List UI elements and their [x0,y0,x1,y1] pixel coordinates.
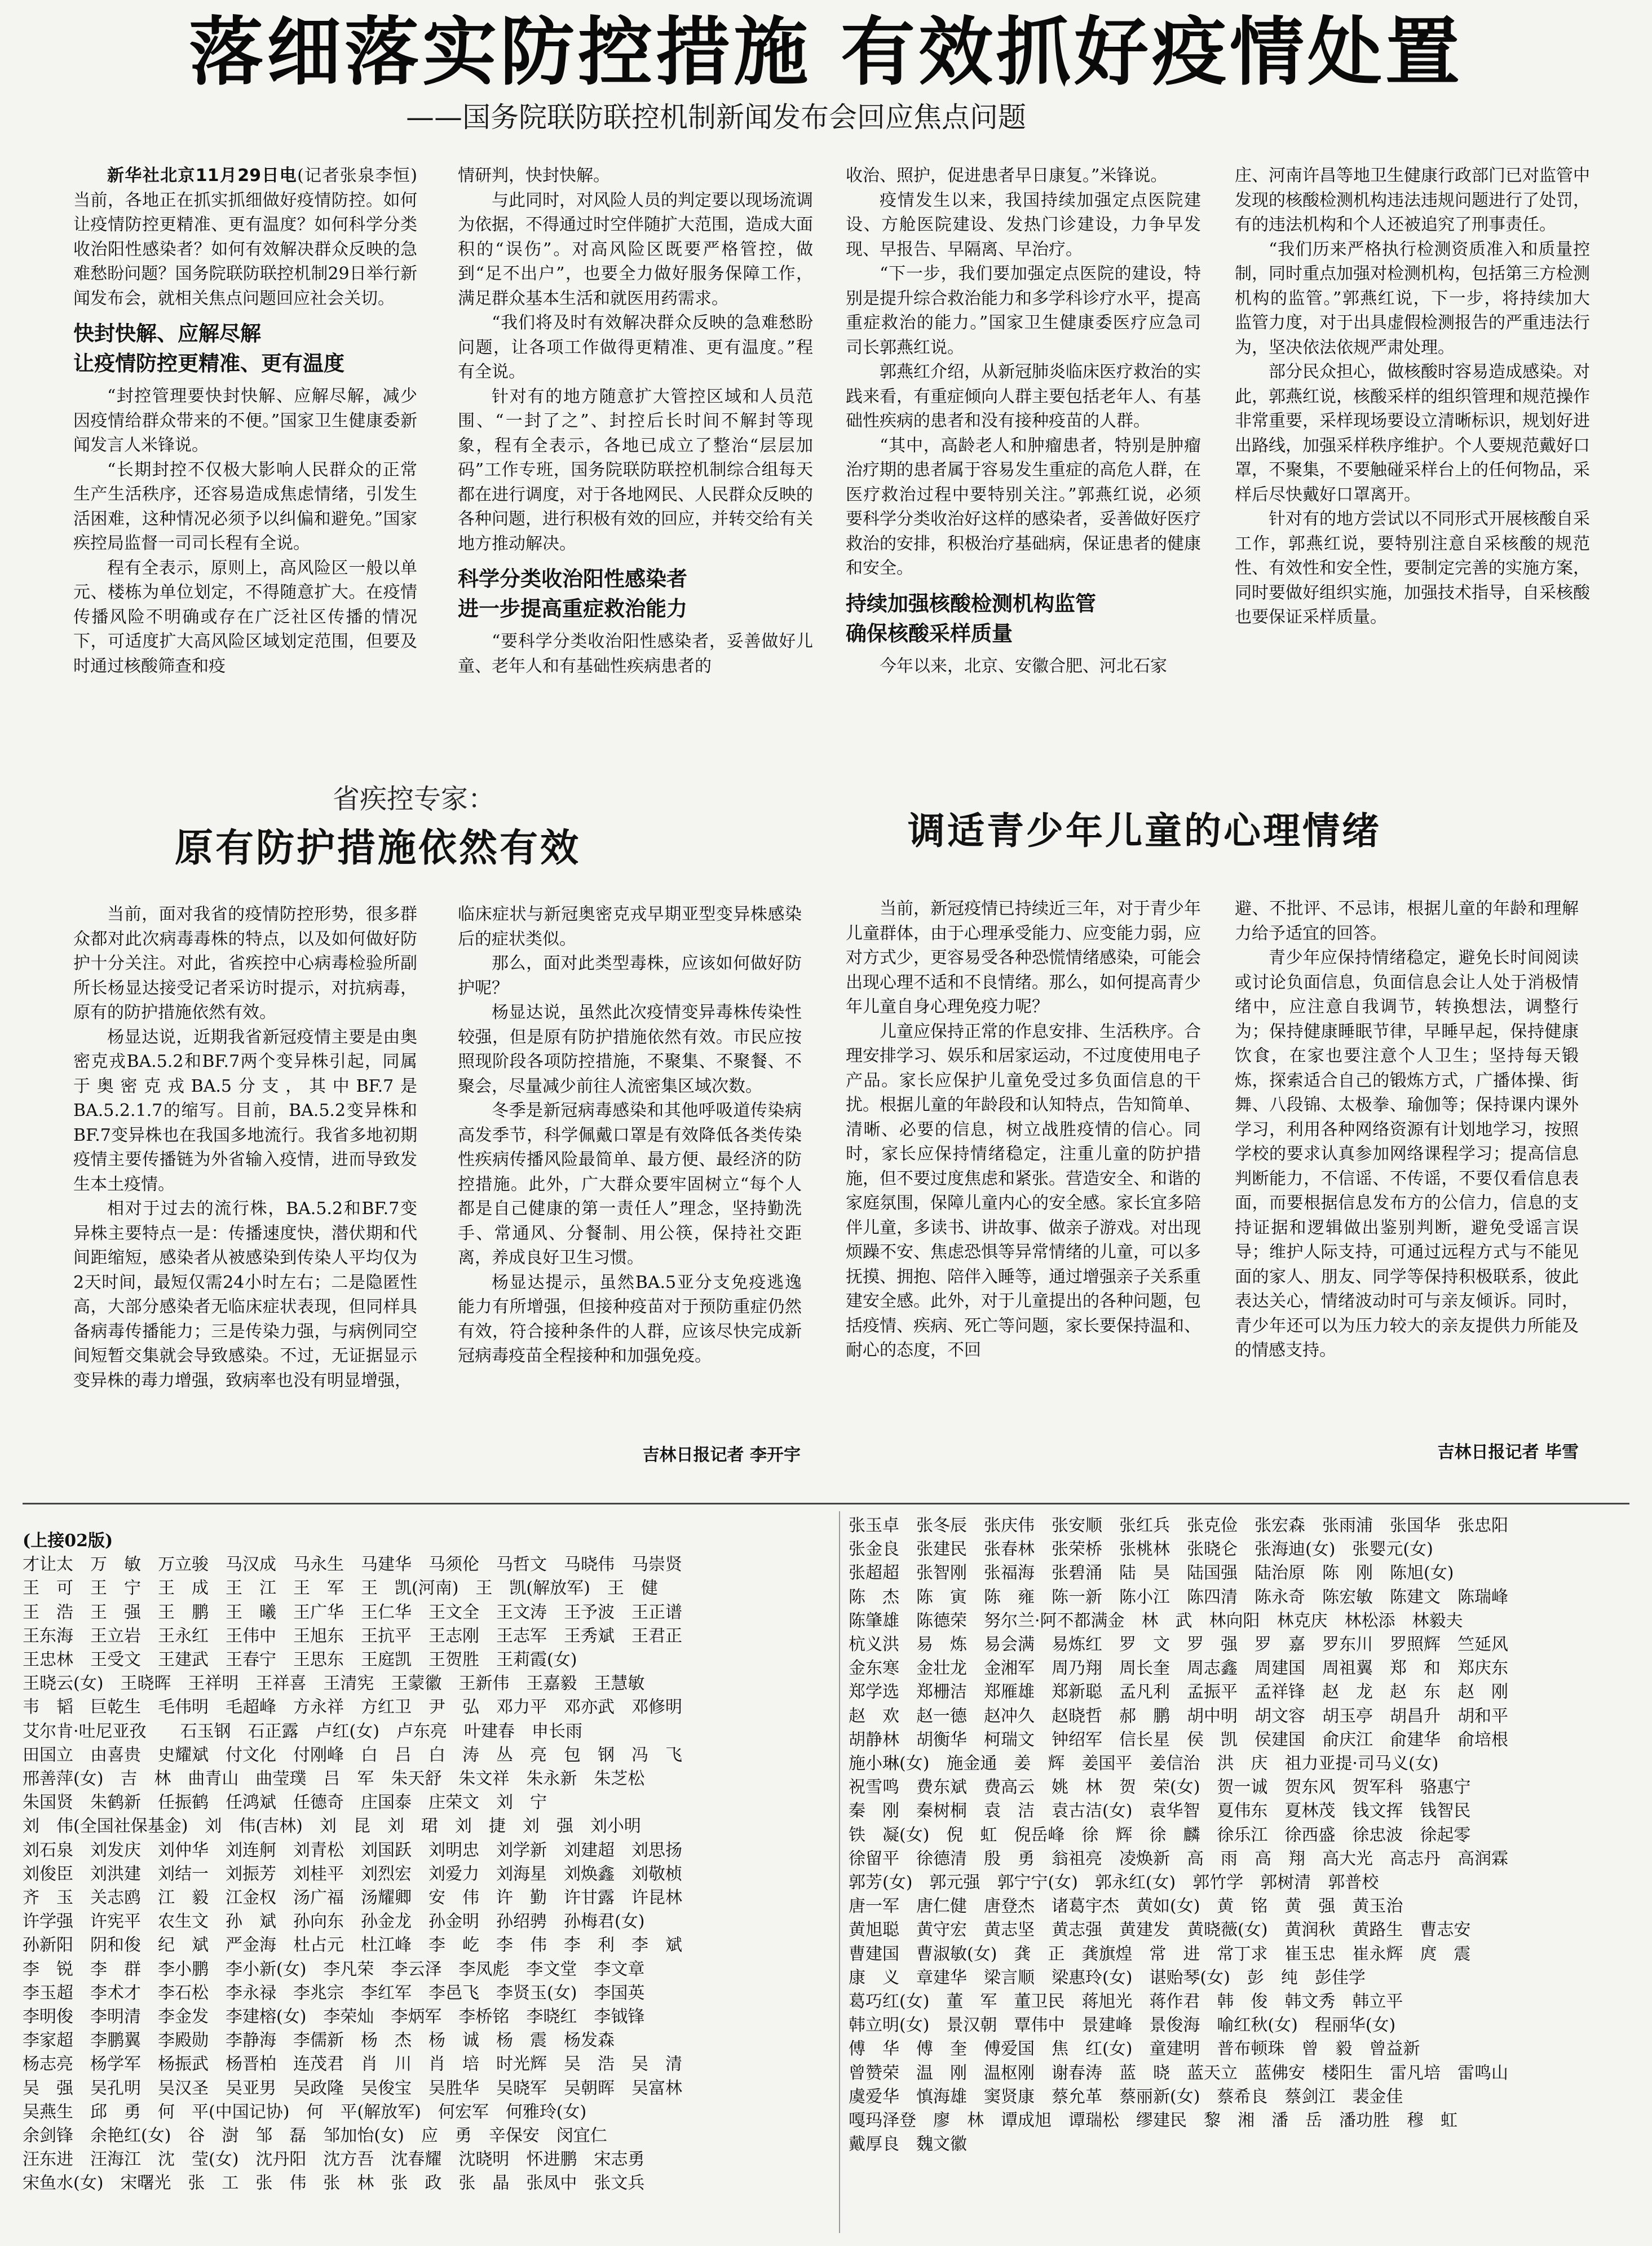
paragraph: “要科学分类收治阳性感染者，妥善做好儿童、老年人和有基础性疾病患者的 [458,632,813,676]
article3-credit: 吉林日报记者 毕雪 [1437,1442,1579,1462]
paragraph: 相对于过去的流行株，BA.5.2和BF.7变异株主要特点一是：传播速度快，潜伏期和代间距缩短，感染者从被感染到传染人平均仅为2天时间，最短仅需24小时左右；二是隐匿性高，大部分感染者无临床症状表现，但同样具备病毒传播能力；三是传染力强，与病例同空间短暂交集就会导致感染。不过，无证据显示变异株的毒力增强，致病率也没有明显增强， [73,1199,417,1391]
name-row: 郭芳(女) 郭元强 郭宁宁(女) 郭永红(女) 郭竹学 郭树清 郭普校 [849,1873,1379,1893]
name-row: 唐一军 唐仁健 唐登杰 诸葛宇杰 黄如(女) 黄 铭 黄 强 黄玉治 [849,1896,1403,1917]
paragraph: “我们历来严格执行检测资质准入和质量控制，同时重点加强对检测机构，包括第三方检测机构的监管。”郭燕红说，下一步，将持续加大监管力度，对于出具虚假检测报告的严重违法行为，坚决依法依规严肃处理。 [1235,239,1590,358]
column-divider [839,1511,840,2233]
name-row: 邢善萍(女) 吉 林 曲青山 曲莹璞 吕 军 朱天舒 朱文祥 朱永新 朱芝松 [23,1769,645,1789]
name-row: 李玉超 李术才 李石松 李永禄 李兆宗 李红军 李邑飞 李贤玉(女) 李国英 [23,1983,645,2003]
paragraph: 那么，面对此类型毒株，应该如何做好防护呢？ [458,954,802,998]
paragraph: 今年以来，北京、安徽合肥、河北石家 [880,656,1167,676]
name-row: 王 可 王 宁 王 成 王 江 王 军 王 凯(河南) 王 凯(解放军) 王 健 [23,1578,658,1599]
name-row: 郑学选 郑栅洁 郑雁雄 郑新聪 孟凡利 孟振平 孟祥锋 赵 龙 赵 东 赵 刚 [849,1682,1508,1702]
article3-title: 调适青少年儿童的心理情绪 [908,809,1381,853]
name-row: 曾赞荣 温 刚 温枢刚 谢春涛 蓝 晓 蓝天立 蓝佛安 楼阳生 雷凡培 雷鸣山 [849,2063,1508,2083]
main-headline: 落细落实防控措施 有效抓好疫情处置 [189,9,1463,96]
reporter-credit: (记者张泉李恒) [297,166,417,186]
article1-column-3 [846,164,1201,742]
name-row: 韩立明(女) 景汉朝 覃伟中 景建峰 景俊海 喻红秋(女) 程丽华(女) [849,2015,1396,2036]
name-row: 嘎玛泽登 廖 林 谭成旭 谭瑞松 缪建民 黎 湘 潘 岳 潘功胜 穆 虹 [849,2111,1457,2131]
article3-column-1 [846,897,1201,1466]
name-row: 张玉卓 张冬辰 张庆伟 张安顺 张红兵 张克俭 张宏森 张雨浦 张国华 张忠阳 [849,1516,1508,1535]
section-heading-1 [73,319,417,378]
heading-line: 进一步提高重症救治能力 [458,597,687,621]
dateline: 新华社北京11月29日电 [107,166,298,186]
paragraph: 临床症状与新冠奥密克戎早期亚型变异株感染后的症状类似。 [458,904,802,949]
name-row: 葛巧红(女) 董 军 董卫民 蒋旭光 蒋作君 韩 俊 韩文秀 韩立平 [849,1992,1403,2012]
name-row: 金东寒 金壮龙 金湘军 周乃翔 周长奎 周志鑫 周建国 周祖翼 郑 和 郑庆东 [849,1658,1508,1679]
name-row: 刘石泉 刘发庆 刘仲华 刘连舸 刘青松 刘国跃 刘明忠 刘学新 刘建超 刘思扬 [23,1840,682,1860]
name-row: 刘 伟(全国社保基金) 刘 伟(吉林) 刘 昆 刘 珺 刘 捷 刘 强 刘小明 [23,1816,641,1837]
section-divider [23,1503,1629,1504]
name-row: 吴 强 吴孔明 吴汉圣 吴亚男 吴政隆 吴俊宝 吴胜华 吴晓军 吴朝晖 吴富林 [23,2078,682,2098]
name-row: 王晓云(女) 王晓晖 王祥明 王祥喜 王清宪 王蒙徽 王新伟 王嘉毅 王慧敏 [23,1674,645,1694]
paragraph: 郭燕红介绍，从新冠肺炎临床医疗救治的实践来看，有重症倾向人群主要包括老年人、有基础性疾病的患者和没有接种疫苗的人群。 [846,362,1201,431]
name-row: 虞爱华 慎海雄 窦贤康 蔡允革 蔡丽新(女) 蔡希良 蔡剑江 裴金佳 [849,2086,1403,2107]
name-row: 王 浩 王 强 王 鹏 王 曦 王广华 王仁华 王文全 王文涛 王予波 王正谱 [23,1602,682,1622]
name-row: 许学强 许宪平 农生文 孙 斌 孙向东 孙金龙 孙金明 孙绍骋 孙梅君(女) [23,1912,645,1932]
article3-column-2 [1235,897,1579,1438]
article1-column-1 [73,164,417,742]
paragraph: 避、不批评、不忌讳，根据儿童的年龄和理解力给予适宜的回答。 [1235,899,1579,943]
paragraph: 收治、照护，促进患者早日康复。”米锋说。 [846,166,1168,186]
paragraph: 针对有的地方随意扩大管控区域和人员范围、“一封了之”、封控后长时间不解封等现象，程有全表示，各地已成立了整治“层层加码”工作专班，国务院联防联控机制综合组每天都在进行调度，对于各地网民、人民群众反映的各种问题，进行积极有效的回应，并转交给有关地方推动解决。 [458,386,813,554]
heading-line: 让疫情防控更精准、更有温度 [73,351,344,376]
paragraph: 疫情发生以来，我国持续加强定点医院建设、方舱医院建设、发热门诊建设，力争早发现、早报告、早隔离、早治疗。 [846,190,1201,259]
subheadline: ——国务院联防联控机制新闻发布会回应焦点问题 [406,101,1026,134]
name-row: 韦 韬 巨乾生 毛伟明 毛超峰 方永祥 方红卫 尹 弘 邓力平 邓亦武 邓修明 [23,1697,682,1718]
name-row: 张超超 张智刚 张福海 张碧涌 陆 昊 陆国强 陆治原 陈 刚 陈旭(女) [849,1563,1454,1583]
namelist-left [23,1529,823,2196]
name-row: 戴厚良 魏文徽 [849,2134,967,2155]
name-row: 施小琳(女) 施金通 姜 辉 姜国平 姜信治 洪 庆 祖力亚提·司马义(女) [849,1754,1439,1774]
name-row: 铁 凝(女) 倪 虹 倪岳峰 徐 辉 徐 麟 徐乐江 徐西盛 徐忠波 徐起零 [849,1825,1471,1845]
name-row: 田国立 由喜贵 史耀斌 付文化 付刚峰 白 吕 白 涛 丛 亮 包 钢 冯 飞 [23,1745,682,1765]
name-row: 张金良 张建民 张春林 张荣桥 张桃林 张晓仑 张海迪(女) 张婴元(女) [849,1539,1433,1560]
name-row: 齐 玉 关志鸥 江 毅 江金权 汤广福 汤耀卿 安 伟 许 勤 许甘露 许昆林 [23,1888,682,1908]
name-row: 汪东进 汪海江 沈 莹(女) 沈丹阳 沈方吾 沈春耀 沈晓明 怀进鹏 宋志勇 [23,2150,645,2170]
paragraph: “其中，高龄老人和肿瘤患者，特别是肿瘤治疗期的患者属于容易发生重症的高危人群，在医疗救治过程中要特别关注。”郭燕红说，必须要科学分类收治好这样的感染者，妥善做好医疗救治的安排，积极治疗基础病，保证患者的健康和安全。 [846,435,1201,578]
heading-line: 确保核酸采样质量 [846,621,1013,646]
article2-credit: 吉林日报记者 李开宇 [642,1445,801,1465]
paragraph: “封控管理要快封快解、应解尽解，减少因疫情给群众带来的不便。”国家卫生健康委新闻发言人米锋说。 [73,386,417,455]
name-row: 祝雪鸣 费东斌 费高云 姚 林 贺 荣(女) 贺一诚 贺东风 贺军科 骆惠宁 [849,1777,1471,1798]
article1-lead [73,164,417,311]
paragraph: “长期封控不仅极大影响人民群众的正常生产生活秩序，还容易造成焦虑情绪，引发生活困难，这种情况必须予以纠偏和避免。”国家疾控局监督一司司长程有全说。 [73,460,417,553]
heading-line: 快封快解、应解尽解 [73,321,261,346]
paragraph: 杨显达说，虽然此次疫情变异毒株传染性较强，但是原有防护措施依然有效。市民应按照现阶段各项防控措施，不聚集、不聚餐、不聚会，尽量减少前往人流密集区域次数。 [458,1003,802,1096]
paragraph: 情研判，快封快解。 [458,166,610,186]
namelist-label: (上接02版) [23,1531,113,1551]
name-row: 余剑锋 余艳红(女) 谷 澍 邹 磊 邹加怡(女) 应 勇 辛保安 闵宜仁 [23,2126,607,2146]
name-row: 孙新阳 阴和俊 纪 斌 严金海 杜占元 杜江峰 李 屹 李 伟 李 利 李 斌 [23,1935,682,1956]
name-row: 秦 刚 秦树桐 袁 洁 袁古洁(女) 袁华智 夏伟东 夏林茂 钱文挥 钱智民 [849,1801,1471,1821]
name-row: 傅 华 傅 奎 傅爱国 焦 红(女) 童建明 普布顿珠 曾 毅 曾益新 [849,2039,1420,2059]
heading-line: 科学分类收治阳性感染者 [458,567,687,591]
name-row: 王东海 王立岩 王永红 王伟中 王旭东 王抗平 王志刚 王志军 王秀斌 王君正 [23,1626,682,1646]
paragraph: “下一步，我们要加强定点医院的建设，特别是提升综合救治能力和多学科诊疗水平，提高重症救治的能力。”国家卫生健康委医疗应急司司长郭燕红说。 [846,264,1201,358]
article1-column-4 [1235,164,1590,742]
paragraph: “我们将及时有效解决群众反映的急难愁盼问题，让各项工作做得更精准、更有温度。”程有全说。 [458,313,813,382]
name-row: 杭义洪 易 炼 易会满 易炼红 罗 文 罗 强 罗 嘉 罗东川 罗照辉 竺延风 [849,1635,1508,1655]
paragraph: 程有全表示，原则上，高风险区一般以单元、楼栋为单位划定，不得随意扩大。在疫情传播风险不明确或存在广泛社区传播的情况下，可适度扩大高风险区域划定范围，但要及时通过核酸筛查和疫 [73,558,417,676]
name-row: 李家超 李鹏翼 李殿勋 李静海 李儒新 杨 杰 杨 诚 杨 震 杨发森 [23,2031,615,2051]
paragraph: 青少年应保持情绪稳定，避免长时间阅读或讨论负面信息，负面信息会让人处于消极情绪中，应注意自我调节，转换想法，调整行为；保持健康睡眠节律，早睡早起，保持健康饮食，在家也要注意个人卫生；坚持每天锻炼，探索适合自己的锻炼方式，广播体操、街舞、八段锦、太极拳、瑜伽等；保持课内课外学习，利用各种网络资源有计划地学习，按照学校的要求认真参加网络课程学习；提高信息判断能力，不信谣、不传谣，不要仅看信息表面，而要根据信息发布方的公信力，信息的支持证据和逻辑做出鉴别判断，避免受谣言误导；维护人际支持，可通过远程方式与不能见面的家人、朋友、同学等保持积极联系，彼此表达关心，情绪波动时可与亲友倾诉。同时，青少年还可以为压力较大的亲友提供力所能及的情感支持。 [1235,948,1579,1360]
name-row: 才让太 万 敏 万立骏 马汉成 马永生 马建华 马须伦 马哲文 马晓伟 马崇贤 [23,1555,682,1575]
paragraph: 部分民众担心，做核酸时容易造成感染。对此，郭燕红说，核酸采样的组织管理和规范操作非常重要，采样现场要设立清晰标识，规划好进出路线，加强采样秩序维护。个人要规范戴好口罩，不聚集，不要触碰采样台上的任何物品，采样后尽快戴好口罩离开。 [1235,362,1590,505]
name-row: 赵 欢 赵一德 赵冲久 赵晓哲 郝 鹏 胡中明 胡文容 胡玉亭 胡昌升 胡和平 [849,1706,1508,1726]
name-row: 宋鱼水(女) 宋曙光 张 工 张 伟 张 林 张 政 张 晶 张凤中 张文兵 [23,2173,645,2194]
name-row: 康 义 章建华 梁言顺 梁惠玲(女) 谌贻琴(女) 彭 纯 彭佳学 [849,1967,1366,1988]
article2-column-1 [73,902,417,1466]
name-row: 李明俊 李明清 李金发 李建榕(女) 李荣灿 李炳军 李桥铭 李晓红 李钺锋 [23,2007,645,2027]
name-row: 黄旭聪 黄守宏 黄志坚 黄志强 黄建发 黄晓薇(女) 黄润秋 黄路生 曹志安 [849,1920,1471,1940]
section-heading-3 [846,589,1201,648]
name-row: 朱国贤 朱鹤新 任振鹤 任鸿斌 任德奇 庄国泰 庄荣文 刘 宁 [23,1793,547,1813]
name-row: 徐留平 徐德清 殷 勇 翁祖亮 凌焕新 高 雨 高 翔 高大光 高志丹 高润霖 [849,1848,1508,1869]
name-row: 王忠林 王受文 王建武 王春宁 王思东 王庭凯 王贺胜 王莉霞(女) [23,1650,577,1670]
name-row: 吴燕生 邱 勇 何 平(中国记协) 何 平(解放军) 何宏军 何雅玲(女) [23,2102,587,2122]
name-row: 陈 杰 陈 寅 陈 雍 陈一新 陈小江 陈四清 陈永奇 陈宏敏 陈建文 陈瑞峰 [849,1587,1508,1607]
article2-kicker: 省疾控专家： [333,783,496,815]
paragraph: 杨显达提示，虽然BA.5亚分支免疫逃逸能力有所增强，但接种疫苗对于预防重症仍然有效，符合接种条件的人群，应该尽快完成新冠病毒疫苗全程接种和加强免疫。 [458,1272,802,1366]
paragraph: 当前，各地正在抓实抓细做好疫情防控。如何让疫情防控更精准、更有温度？如何科学分类收治阳性感染者？如何有效解决群众反映的急难愁盼问题？国务院联防联控机制29日举行新闻发布会，就相关焦点问题回应社会关切。 [73,190,417,308]
paragraph: 当前，面对我省的疫情防控形势，很多群众都对此次病毒毒株的特点，以及如何做好防护十分关注。对此，省疾控中心病毒检验所副所长杨显达接受记者采访时提示，对抗病毒，原有的防护措施依然有效。 [73,904,417,1022]
name-row: 李 锐 李 群 李小鹏 李小新(女) 李凡荣 李云泽 李凤彪 李文堂 李文章 [23,1959,645,1979]
article1-column-2 [458,164,813,742]
name-row: 陈肇雄 陈德荣 努尔兰·阿不都满金 林 武 林向阳 林克庆 林松添 林毅夫 [849,1610,1463,1631]
paragraph: 庄、河南许昌等地卫生健康行政部门已对监管中发现的核酸检测机构违法违规问题进行了处罚，有的违法机构和个人还被追究了刑事责任。 [1235,166,1590,235]
heading-line: 持续加强核酸检测机构监管 [846,591,1096,616]
name-row: 刘俊臣 刘洪建 刘结一 刘振芳 刘桂平 刘烈宏 刘爱力 刘海星 刘焕鑫 刘敬桢 [23,1864,682,1884]
article2-title: 原有防护措施依然有效 [175,826,581,871]
paragraph: 当前，新冠疫情已持续近三年，对于青少年儿童群体，由于心理承受能力、应变能力弱，应对方式少，更容易受各种恐慌情绪感染，可能会出现心理不适和不良情绪。那么，如何提高青少年儿童自身心理免疫力呢？ [846,899,1201,1017]
name-row: 杨志亮 杨学军 杨振武 杨晋柏 连茂君 肖 川 肖 培 时光辉 吴 浩 吴 清 [23,2054,682,2075]
article2-column-2 [458,902,802,1438]
namelist-right [849,1514,1638,2156]
name-row: 胡静林 胡衡华 柯瑞文 钟绍军 信长星 侯 凯 侯建国 俞庆江 俞建华 俞培根 [849,1729,1508,1750]
paragraph: 儿童应保持正常的作息安排、生活秩序。合理安排学习、娱乐和居家运动，不过度使用电子产品。家长应保护儿童免受过多负面信息的干扰。根据儿童的年龄段和认知特点，告知简单、清晰、必要的信息，树立战胜疫情的信心。同时，家长应保持情绪稳定，注重儿童的防护措施，但不要过度焦虑和紧张。营造安全、和谐的家庭氛围，保障儿童内心的安全感。家长宜多陪伴儿童，多读书、讲故事、做亲子游戏。对出现烦躁不安、焦虑恐惧等异常情绪的儿童，可以多抚摸、拥抱、陪伴入睡等，通过增强亲子关系重建安全感。此外，对于儿童提出的各种问题，包括疫情、疾病、死亡等问题，家长要保持温和、耐心的态度，不回 [846,1021,1201,1360]
paragraph: 杨显达说，近期我省新冠疫情主要是由奥密克戎BA.5.2和BF.7两个变异株引起，同属于奥密克戎BA.5分支，其中BF.7是BA.5.2.1.7的缩写。目前，BA.5.2变异株和BF.7变异株也在我国多地流行。我省多地初期疫情主要传播链为外省输入疫情，进而导致发生本土疫情。 [73,1027,417,1194]
name-row: 曹建国 曹淑敏(女) 龚 正 龚旗煌 常 进 常丁求 崔玉忠 崔永辉 庹 震 [849,1944,1471,1964]
paragraph: 冬季是新冠病毒感染和其他呼吸道传染病高发季节，科学佩戴口罩是有效降低各类传染性疾病传播风险最简单、最方便、最经济的防控措施。此外，广大群众要牢固树立“每个人都是自己健康的第一责任人”理念，坚持勤洗手、常通风、分餐制、用公筷，保持社交距离，养成良好卫生习惯。 [458,1101,802,1268]
paragraph: 针对有的地方尝试以不同形式开展核酸自采工作，郭燕红说，要特别注意自采核酸的规范性、有效性和安全性，要制定完善的实施方案，同时要做好组织实施，加强技术指导，自采核酸也要保证采样质量。 [1235,509,1590,627]
paragraph: 与此同时，对风险人员的判定要以现场流调为依据，不得通过时空伴随扩大范围，造成大面积的“误伤”。对高风险区既要严格管控，做到“足不出户”，也要全力做好服务保障工作，满足群众基本生活和就医用药需求。 [458,190,813,308]
section-heading-2 [458,564,813,624]
name-row: 艾尔肯·吐尼亚孜 石玉钢 石正露 卢红(女) 卢东亮 叶建春 申长雨 [23,1721,582,1741]
